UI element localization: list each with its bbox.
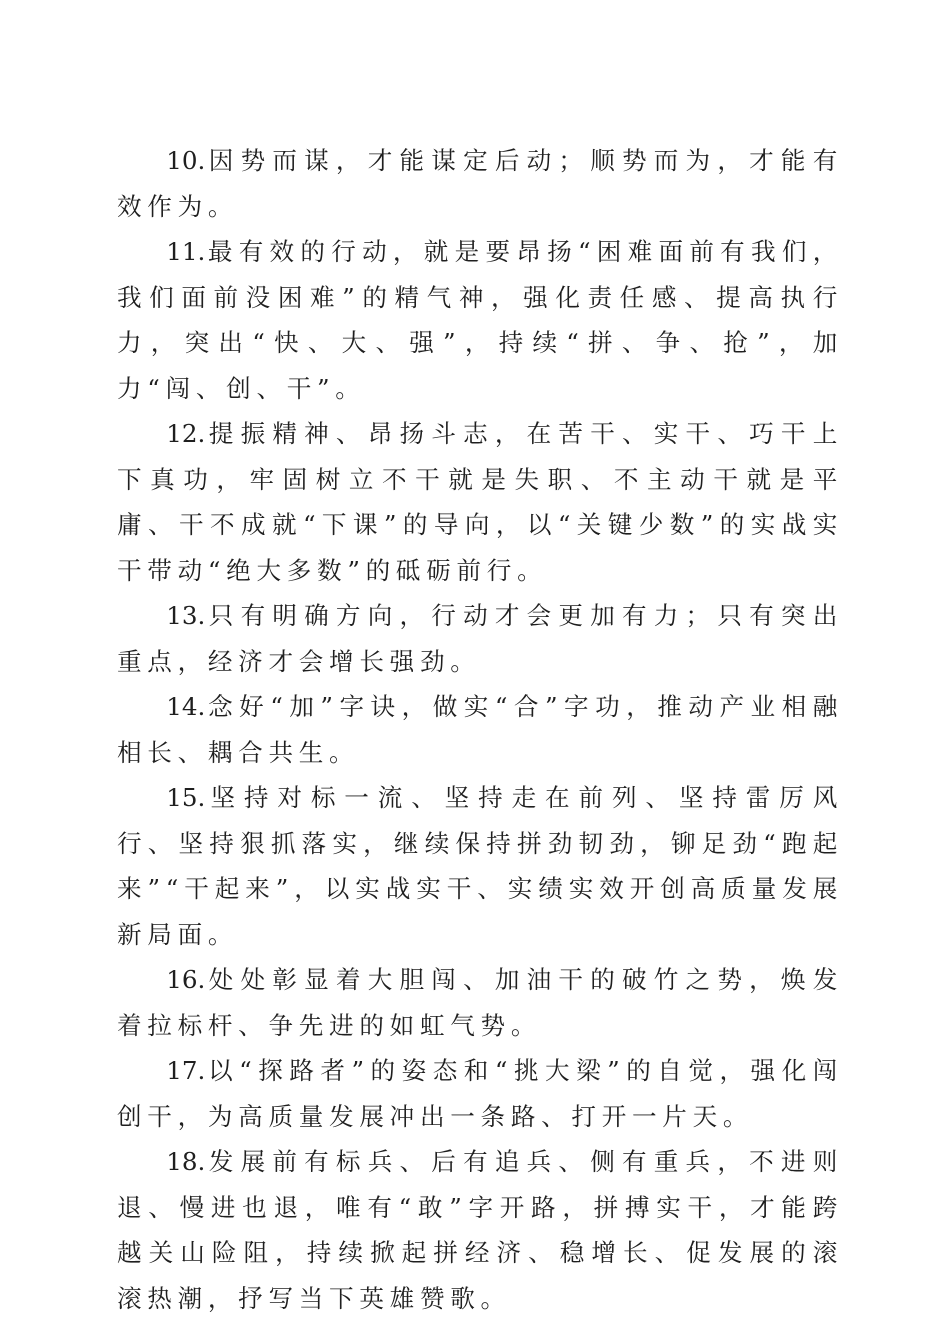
item-text: 提振精神、昂扬斗志，在苦干、实干、巧干上下真功，牢固树立不干就是失职、不主动干就是平庸、干不成就“下课”的导向，以“关键少数”的实战实干带动“绝大多数”的砥砺前行。 bbox=[117, 419, 843, 585]
item-text: 以“探路者”的姿态和“挑大梁”的自觉，强化闯创干，为高质量发展冲出一条路、打开一片天。 bbox=[117, 1056, 843, 1131]
item-number: 10. bbox=[166, 146, 206, 175]
item-number: 15. bbox=[166, 783, 206, 812]
item-number: 12. bbox=[166, 419, 206, 448]
item-text: 发展前有标兵、后有追兵、侧有重兵，不进则退、慢进也退，唯有“敢”字开路，拼搏实干，才能跨越关山险阻，持续掀起拼经济、稳增长、促发展的滚滚热潮，抒写当下英雄赞歌。 bbox=[117, 1147, 843, 1313]
list-item bbox=[117, 138, 843, 229]
list-item bbox=[117, 775, 843, 957]
item-text: 只有明确方向，行动才会更加有力；只有突出重点，经济才会增长强劲。 bbox=[117, 601, 843, 676]
item-text: 最有效的行动，就是要昂扬“困难面前有我们，我们面前没困难”的精气神，强化责任感、提高执行力，突出“快、大、强”，持续“拼、争、抢”，加力“闯、创、干”。 bbox=[117, 237, 843, 403]
item-text: 处处彰显着大胆闯、加油干的破竹之势，焕发着拉标杆、争先进的如虹气势。 bbox=[117, 965, 843, 1040]
item-number: 16. bbox=[166, 965, 206, 994]
item-number: 18. bbox=[166, 1147, 206, 1176]
list-item bbox=[117, 593, 843, 684]
list-item bbox=[117, 1048, 843, 1139]
document-page bbox=[117, 138, 843, 1321]
item-number: 17. bbox=[166, 1056, 206, 1085]
item-number: 13. bbox=[166, 601, 206, 630]
list-item bbox=[117, 957, 843, 1048]
item-number: 14. bbox=[166, 692, 206, 721]
list-item bbox=[117, 229, 843, 411]
item-text: 因势而谋，才能谋定后动；顺势而为，才能有效作为。 bbox=[117, 146, 843, 221]
list-item bbox=[117, 1139, 843, 1321]
list-item bbox=[117, 411, 843, 593]
item-number: 11. bbox=[166, 237, 206, 266]
item-text: 念好“加”字诀，做实“合”字功，推动产业相融相长、耦合共生。 bbox=[117, 692, 843, 767]
item-text: 坚持对标一流、坚持走在前列、坚持雷厉风行、坚持狠抓落实，继续保持拼劲韧劲，铆足劲“跑起来”“干起来”，以实战实干、实绩实效开创高质量发展新局面。 bbox=[117, 783, 843, 949]
list-item bbox=[117, 684, 843, 775]
